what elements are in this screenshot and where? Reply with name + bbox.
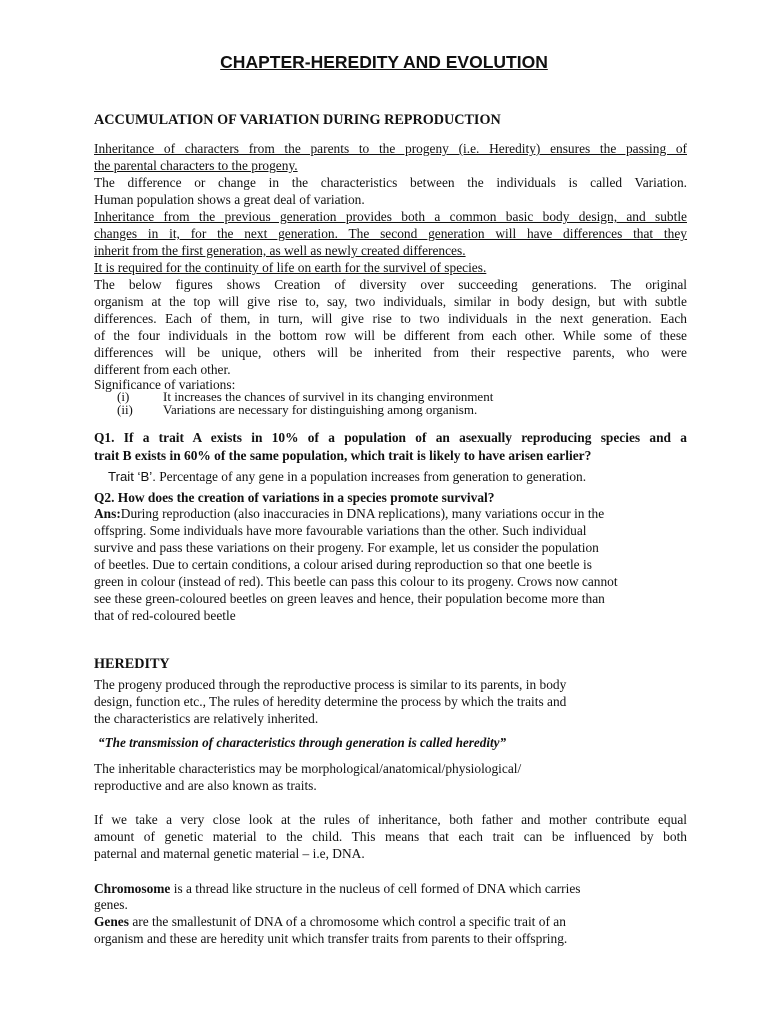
page-title: CHAPTER-HEREDITY AND EVOLUTION (220, 52, 548, 72)
answer-1-text: Percentage of any gene in a population increases from generation to generation. (155, 469, 587, 484)
paragraph-line: Human population shows a great deal of variation. (94, 192, 365, 207)
paragraph-line: genes. (94, 897, 128, 912)
genes-term: Genes (94, 914, 129, 929)
answer-2-line: of beetles. Due to certain conditions, a colour arised during reproduction so that one beetle is (94, 557, 592, 572)
answer-2-line: green in colour (instead of red). This beetle can pass this colour to its progeny. Crows now cannot (94, 574, 618, 589)
chromosome-term: Chromosome (94, 881, 171, 896)
list-item-text: Variations are necessary for distinguishing among organism. (163, 402, 478, 417)
answer-2-line: see these green-coloured beetles on green leaves and hence, their population become more than (94, 591, 605, 606)
question-1-line: trait B exists in 60% of the same population, which trait is likely to have arisen earlier? (94, 448, 592, 463)
question-2: Q2. How does the creation of variations in a species promote survival? (94, 490, 495, 505)
paragraph-line: the parental characters to the progeny. (94, 158, 298, 173)
section-heading-heredity: HEREDITY (94, 656, 170, 672)
answer-2-line: that of red-coloured beetle (94, 608, 236, 623)
paragraph-line: organism and these are heredity unit which transfer traits from parents to their offspring. (94, 931, 568, 946)
answer-2-line: offspring. Some individuals have more favourable variations than the other. Such individual (94, 523, 587, 538)
paragraph-line: The progeny produced through the reproductive process is similar to its parents, in body (94, 677, 567, 692)
paragraph-line: If we take a very close look at the rules of inheritance, both father and mother contribute equal (94, 812, 687, 827)
paragraph-line: differences will be unique, others will be inherited from their respective parents, who were (94, 345, 687, 360)
list-item-number: (i) (117, 389, 130, 404)
paragraph-line: of the four individuals in the bottom row will be different from each other. While some of these (94, 328, 687, 343)
paragraph-line: design, function etc., The rules of heredity determine the process by which the traits and (94, 694, 567, 709)
paragraph-line: changes in it, for the next generation. The second generation will have differences that they (94, 226, 687, 241)
paragraph-line: different from each other. (94, 362, 231, 377)
genes-definition: Genes are the smallestunit of DNA of a chromosome which control a specific trait of an (94, 914, 566, 929)
section-heading-variation: ACCUMULATION OF VARIATION DURING REPRODUCTION (94, 112, 501, 128)
list-item-number: (ii) (117, 402, 133, 417)
paragraph-line: the characteristics are relatively inherited. (94, 711, 319, 726)
paragraph-line: The below figures shows Creation of diversity over succeeding generations. The original (94, 277, 687, 292)
paragraph-line: inherit from the first generation, as well as newly created differences. (94, 243, 466, 258)
paragraph-line: amount of genetic material to the child. This means that each trait can be influenced by both (94, 829, 687, 844)
answer-2-line: Ans:During reproduction (also inaccuracies in DNA replications), many variations occur in the (94, 506, 605, 521)
paragraph-line: The inheritable characteristics may be morphological/anatomical/physiological/ (94, 761, 522, 776)
paragraph-line: organism at the top will give rise to, say, two individuals, similar in body design, but with subtle (94, 294, 687, 309)
answer-1-lead: Trait ‘B’. (108, 469, 156, 484)
paragraph-line: Inheritance of characters from the parents to the progeny (i.e. Heredity) ensures the passing of (94, 141, 687, 156)
paragraph-line: It is required for the continuity of life on earth for the survivel of species. (94, 260, 487, 275)
paragraph-line: Inheritance from the previous generation provides both a common basic body design, and subtle (94, 209, 687, 224)
paragraph-line: paternal and maternal genetic material – i.e, DNA. (94, 846, 365, 861)
heredity-definition-quote: “The transmission of characteristics through generation is called heredity” (98, 735, 507, 750)
question-1-line: Q1. If a trait A exists in 10% of a population of an asexually reproducing species and a (94, 430, 687, 445)
answer-1 (108, 468, 586, 486)
chromosome-definition: Chromosome is a thread like structure in the nucleus of cell formed of DNA which carries (94, 881, 581, 896)
significance-heading: Significance of variations: (94, 377, 236, 392)
paragraph-line: The difference or change in the characteristics between the individuals is called Variation. (94, 175, 687, 190)
paragraph-line: differences. Each of them, in turn, will give rise to two individuals in the next generation. Each (94, 311, 687, 326)
answer-2-line: survive and pass these variations on their progeny. For example, let us consider the population (94, 540, 599, 555)
answer-label: Ans: (94, 506, 121, 521)
list-item-text: It increases the chances of survivel in its changing environment (163, 389, 494, 404)
paragraph-line: reproductive and are also known as traits. (94, 778, 317, 793)
